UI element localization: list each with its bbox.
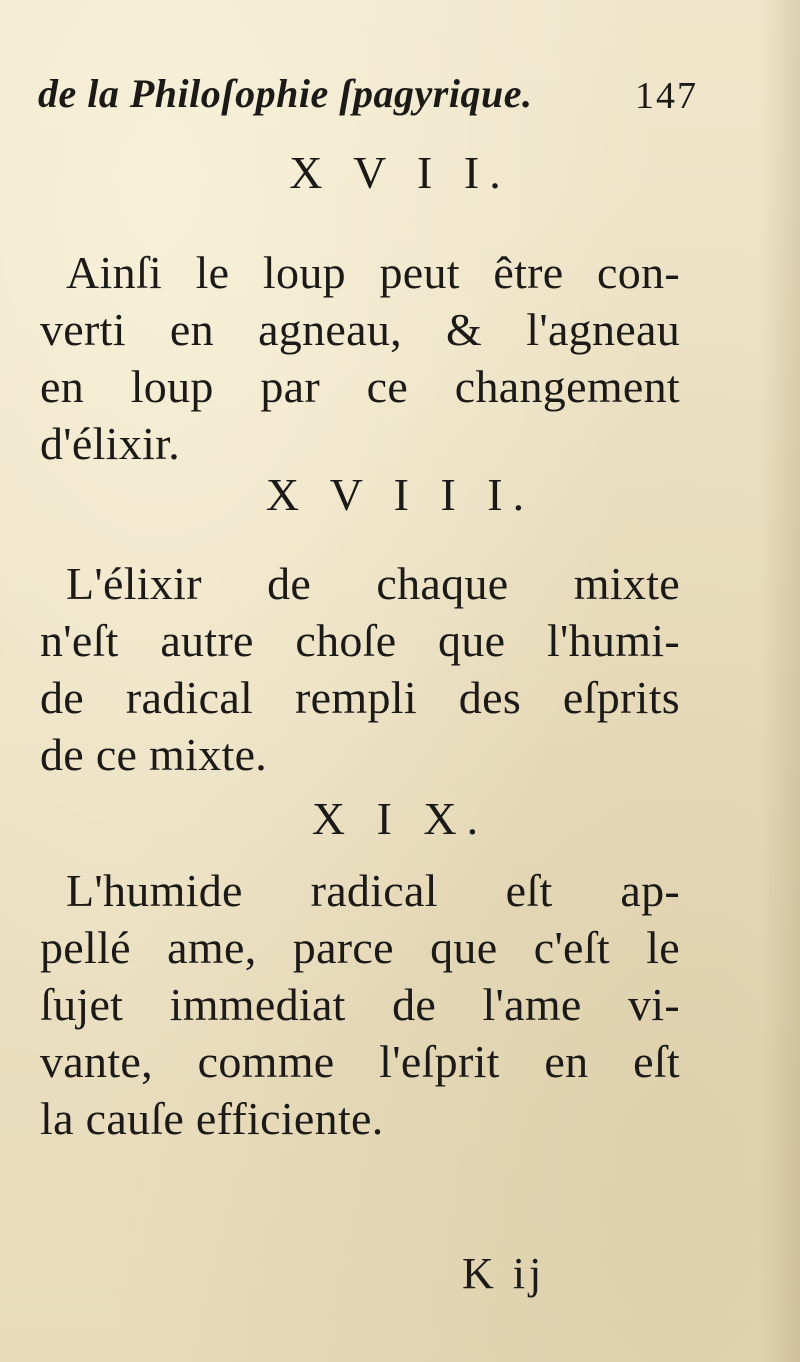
page-number: 147 <box>635 75 698 117</box>
paragraph-line: pellé ame, parce que c'eſt le <box>40 922 680 973</box>
paragraph-line: de ce mixte. <box>40 729 268 780</box>
paragraph-line: L'humide radical eſt ap- <box>66 865 680 916</box>
running-head <box>38 62 698 122</box>
paragraph-line: de radical rempli des eſprits <box>40 672 680 723</box>
paragraph-xix <box>40 862 680 1147</box>
page-edge-shadow <box>760 0 800 1362</box>
signature-mark: K ij <box>462 1249 546 1298</box>
running-title: de la Philoſophie ſpagyrique. <box>38 71 533 116</box>
paragraph-line: ſujet immediat de l'ame vi- <box>40 979 680 1030</box>
paragraph-line: la cauſe efficiente. <box>40 1093 384 1144</box>
section-heading-xviii: X V I I I. <box>265 469 535 520</box>
paragraph-line: vante, comme l'eſprit en eſt <box>40 1036 680 1087</box>
paragraph-line: n'eſt autre choſe que l'humi- <box>40 615 680 666</box>
paragraph-line: en loup par ce changement <box>40 361 680 412</box>
section-heading-xix: X I X. <box>311 793 489 844</box>
paragraph-line: Ainſi le loup peut être con- <box>66 247 680 298</box>
paragraph-xvii <box>40 244 680 472</box>
paragraph-xviii <box>40 555 680 783</box>
section-heading-xvii: X V I I. <box>289 147 511 198</box>
paragraph-line: verti en agneau, & l'agneau <box>40 304 680 355</box>
paragraph-line: L'élixir de chaque mixte <box>66 558 680 609</box>
paragraph-line: d'élixir. <box>40 418 181 469</box>
